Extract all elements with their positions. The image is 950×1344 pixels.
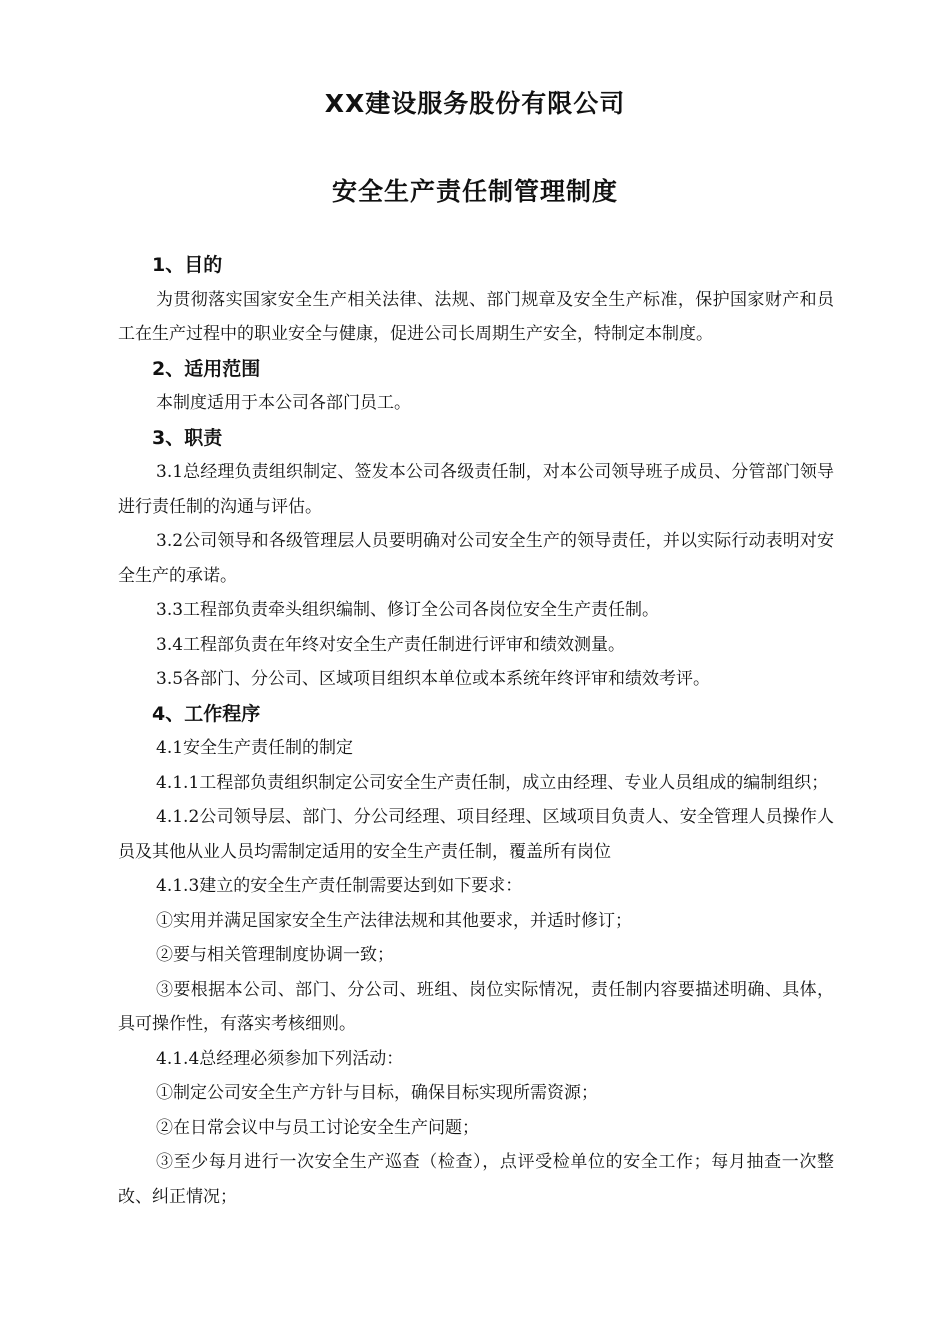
list-item: ①实用并满足国家安全生产法律法规和其他要求，并适时修订；	[156, 910, 632, 931]
paragraph: 3.3工程部负责牵头组织编制、修订全公司各岗位安全生产责任制。	[156, 600, 660, 620]
paragraph: 4.1.4总经理必须参加下列活动：	[156, 1048, 404, 1069]
paragraph: 3.2公司领导和各级管理层人员要明确对公司安全生产的领导责任，并以实际行动表明对安全生产的承诺。	[118, 531, 834, 586]
paragraph: 4.1.2公司领导层、部门、分公司经理、项目经理、区域项目负责人、安全管理人员操作人员及其他从业人员均需制定适用的安全生产责任制，覆盖所有岗位	[118, 807, 834, 862]
list-item: ③要根据本公司、部门、分公司、班组、岗位实际情况，责任制内容要描述明确、具体，具可操作性，有落实考核细则。	[118, 979, 834, 1034]
list-item: ②要与相关管理制度协调一致；	[156, 945, 394, 965]
paragraph: 为贯彻落实国家安全生产相关法律、法规、部门规章及安全生产标准，保护国家财产和员工在生产过程中的职业安全与健康，促进公司长周期生产安全，特制定本制度。	[118, 289, 834, 344]
list-item: ①制定公司安全生产方针与目标，确保目标实现所需资源；	[156, 1083, 598, 1103]
list-item: ③至少每月进行一次安全生产巡查（检查），点评受检单位的安全工作；每月抽查一次整改、纠正情况；	[118, 1152, 834, 1207]
document-body	[118, 248, 834, 1214]
list-item: ②在日常会议中与员工讨论安全生产问题；	[156, 1117, 479, 1138]
section-heading-purpose: 1、目的	[152, 254, 223, 276]
document-title: 安全生产责任制管理制度	[331, 177, 618, 206]
paragraph: 4.1安全生产责任制的制定	[156, 738, 354, 758]
paragraph: 3.1总经理负责组织制定、签发本公司各级责任制，对本公司领导班子成员、分管部门领导进行责任制的沟通与评估。	[118, 462, 834, 517]
paragraph: 4.1.1工程部负责组织制定公司安全生产责任制，成立由经理、专业人员组成的编制组织；	[156, 772, 829, 793]
paragraph: 3.5各部门、分公司、区域项目组织本单位或本系统年终评审和绩效考评。	[156, 669, 711, 689]
section-heading-responsibilities: 3、职责	[152, 426, 223, 449]
paragraph: 4.1.3建立的安全生产责任制需要达到如下要求：	[156, 876, 523, 896]
paragraph: 本制度适用于本公司各部门员工。	[156, 393, 411, 413]
company-title: XX建设服务股份有限公司	[324, 89, 626, 118]
section-heading-scope: 2、适用范围	[152, 357, 261, 380]
section-heading-procedure: 4、工作程序	[152, 702, 261, 725]
paragraph: 3.4工程部负责在年终对安全生产责任制进行评审和绩效测量。	[156, 634, 626, 655]
